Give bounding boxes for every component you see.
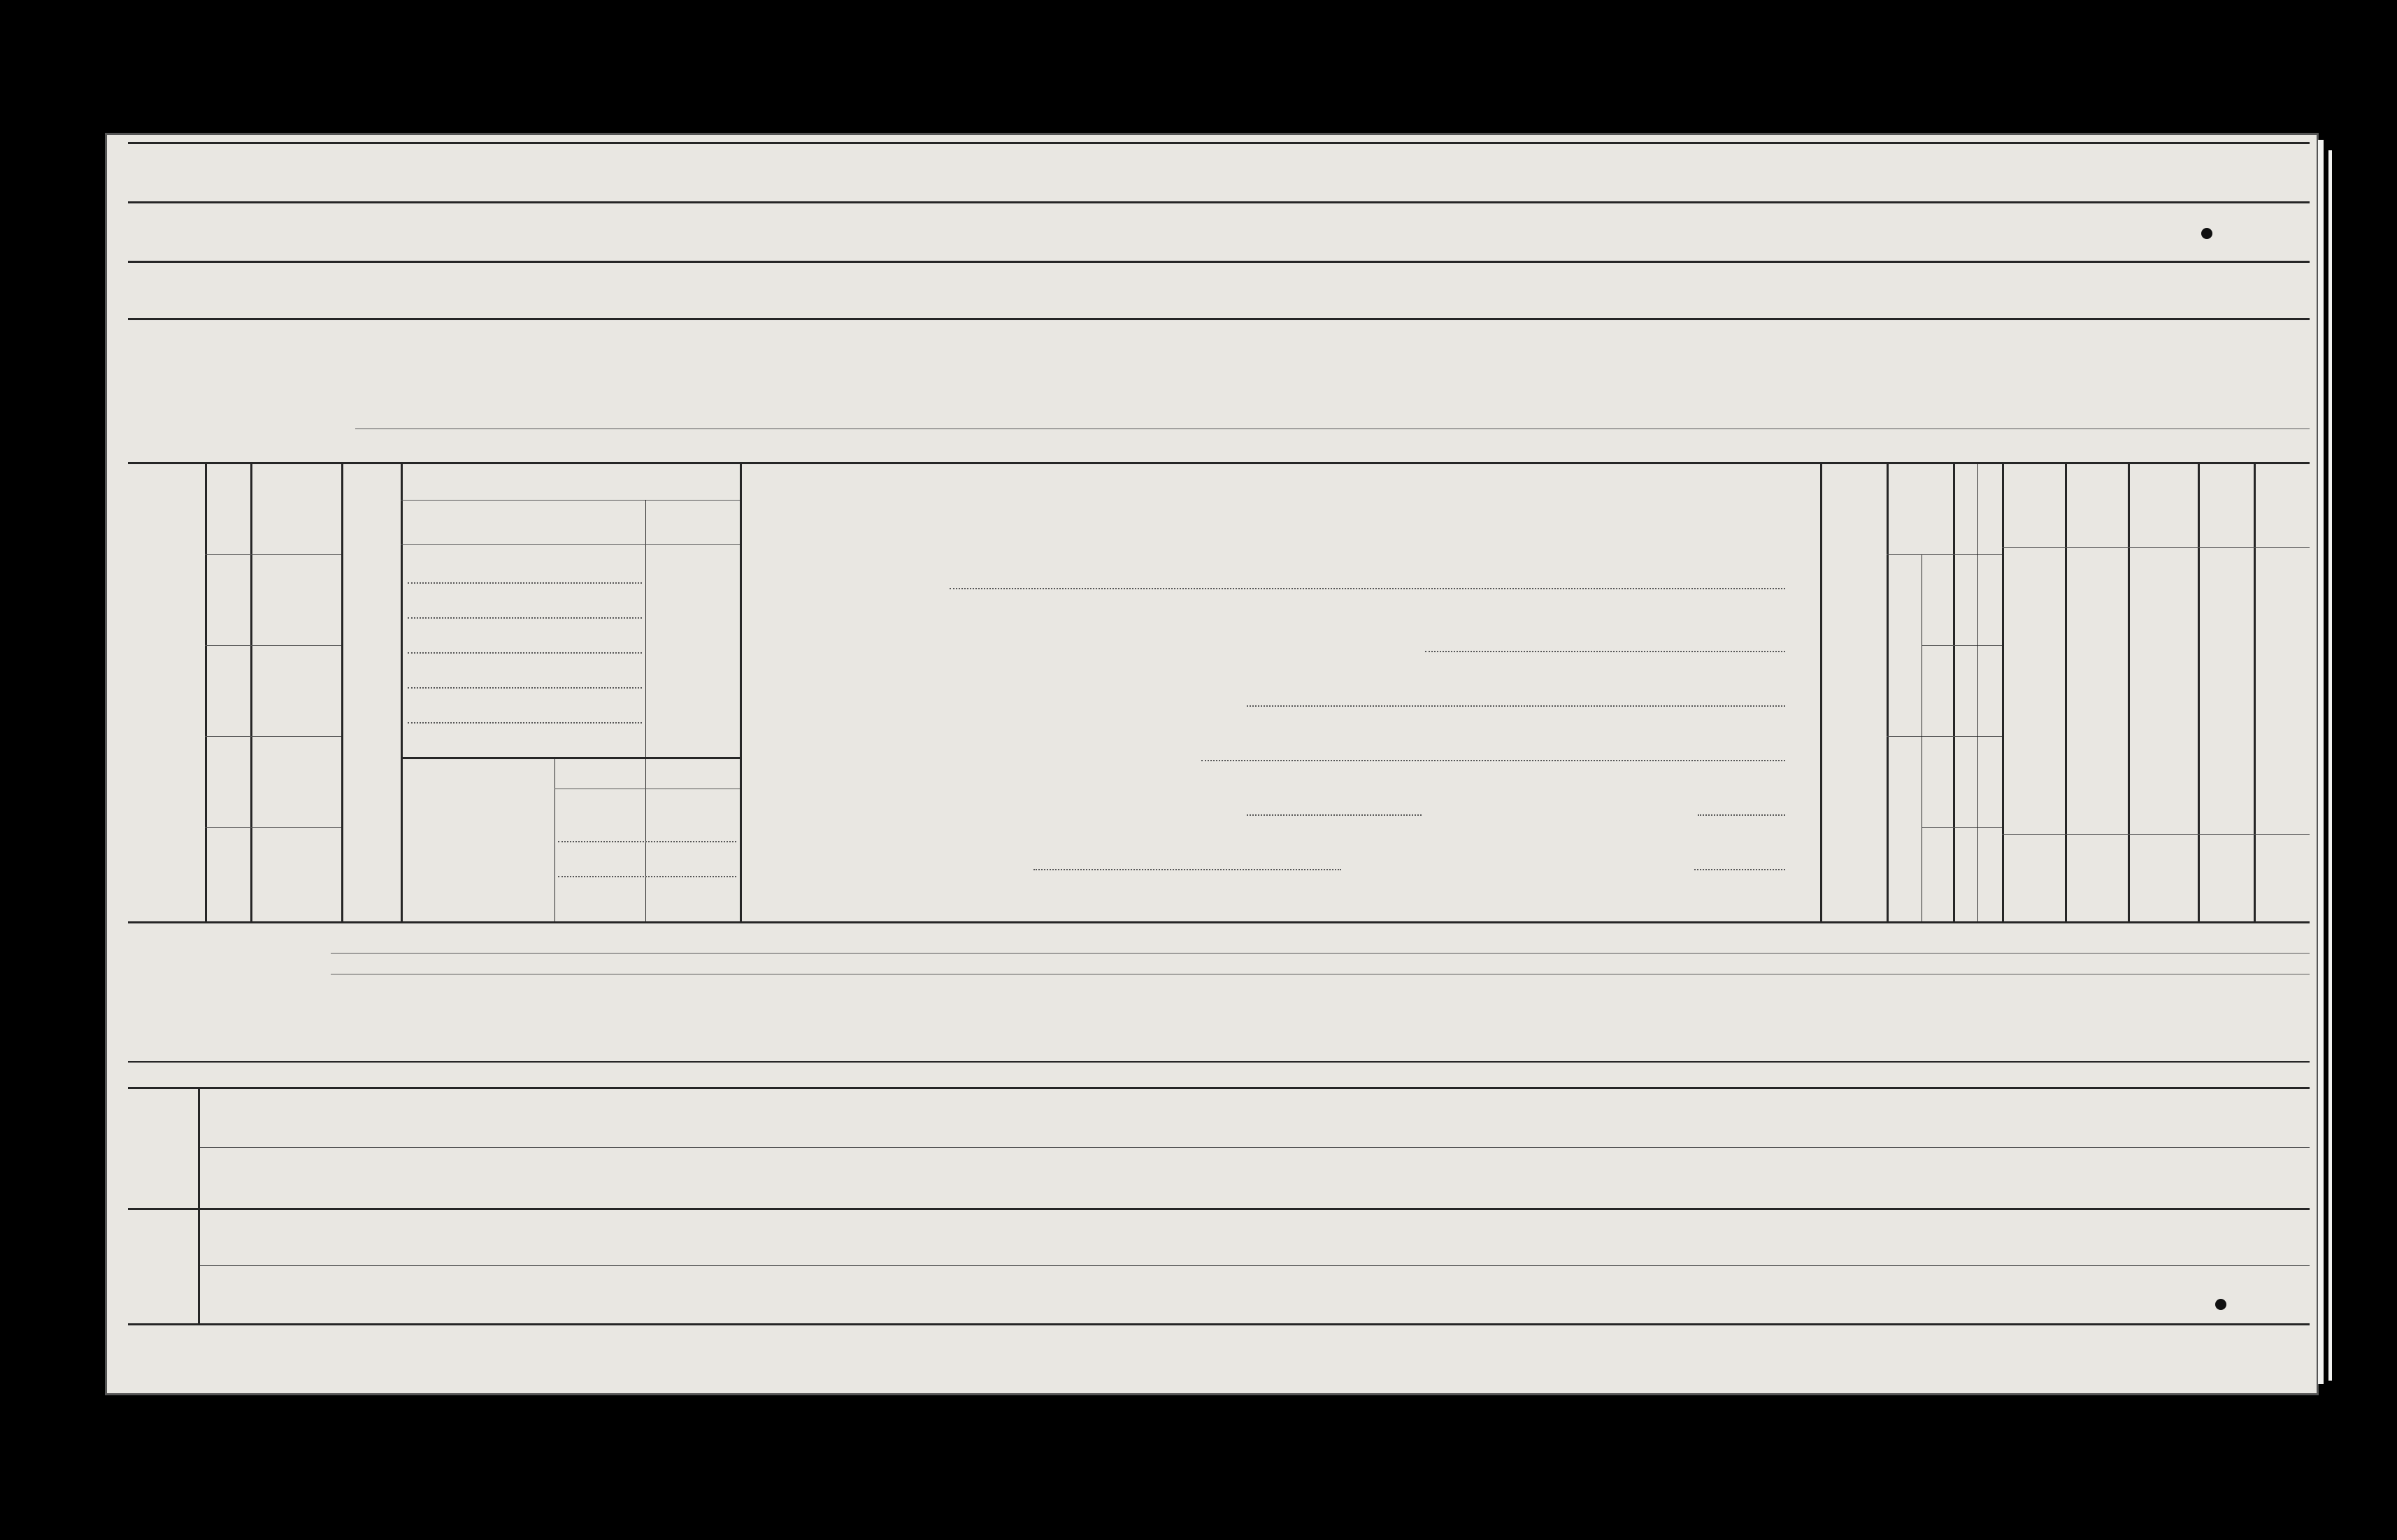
pop-num-135	[1980, 834, 2001, 918]
census-card	[105, 133, 2319, 1395]
vne-nadelnyh-label	[131, 1210, 198, 1322]
zhen-label	[1887, 561, 1922, 736]
page-edge	[2318, 140, 2324, 1384]
nadelnyh-label	[131, 1089, 198, 1207]
muzh-label	[1887, 743, 1922, 918]
muzh-rabochih	[1925, 743, 1977, 827]
punch-hole	[2215, 1299, 2226, 1310]
page-edge	[2328, 150, 2332, 1381]
hired-question	[345, 463, 401, 918]
pop-num-136	[1980, 743, 2001, 827]
zhen-rabochih	[1925, 561, 1977, 645]
punch-hole	[2201, 228, 2212, 239]
pop-num-138	[1980, 561, 2001, 645]
pop-num-139	[1980, 470, 2001, 554]
nalichnoe-label	[1824, 463, 1887, 918]
muzh-vsego	[1925, 834, 1977, 918]
itogo-oboego	[1890, 470, 1977, 554]
pop-num-137	[1980, 652, 2001, 736]
zhen-vsego	[1925, 652, 1977, 736]
